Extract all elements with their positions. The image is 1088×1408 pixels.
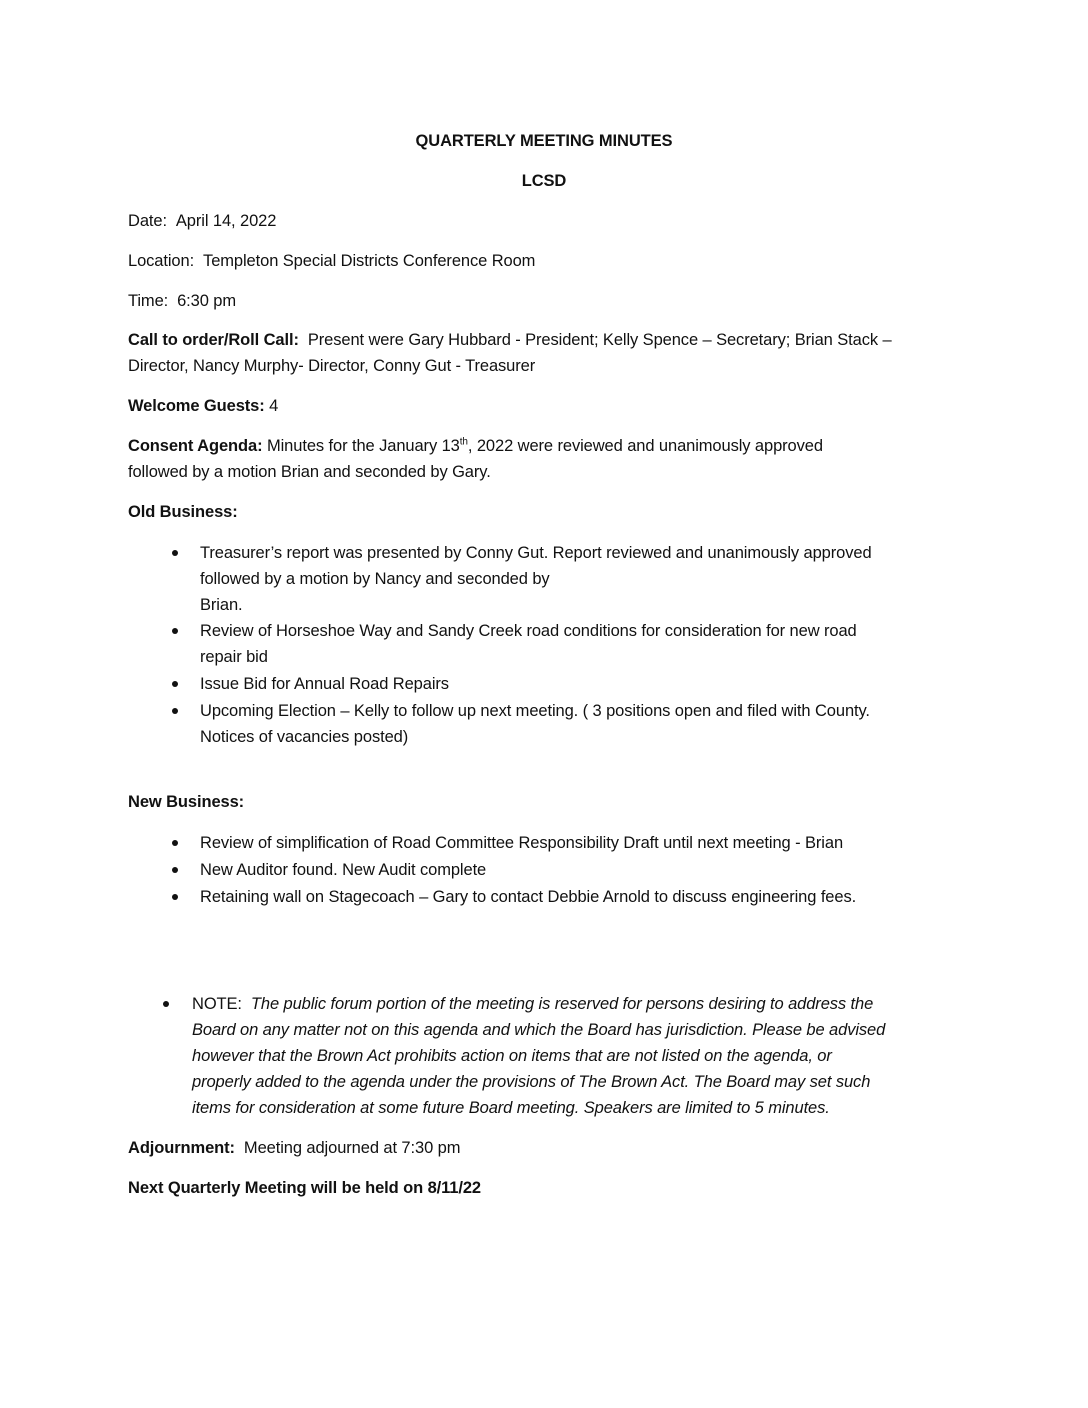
location-value: Templeton Special Districts Conference Room	[203, 252, 536, 270]
location-label: Location:	[128, 252, 195, 270]
bullet-icon	[172, 840, 178, 846]
old-business-heading: Old Business:	[128, 503, 238, 521]
list-item-text: Review of Horseshoe Way and Sandy Creek road conditions for consideration for new road	[200, 622, 857, 640]
note-text: Board on any matter not on this agenda and which the Board has jurisdiction. Please be advised	[192, 1021, 886, 1039]
list-item-text: New Auditor found. New Audit complete	[200, 861, 487, 879]
next-meeting-line: Next Quarterly Meeting will be held on 8/11/22	[128, 1179, 482, 1197]
roll-call-line-2: Director, Nancy Murphy- Director, Conny Gut - Treasurer	[128, 357, 536, 375]
time-line	[128, 288, 236, 314]
bullet-icon	[172, 628, 178, 634]
document-subtitle: LCSD	[521, 172, 567, 190]
document-title: QUARTERLY MEETING MINUTES	[415, 132, 673, 150]
note-text: however that the Brown Act prohibits action on items that are not listed on the agenda, or	[192, 1047, 832, 1065]
adjournment-label: Adjournment:	[128, 1139, 235, 1157]
bullet-icon	[172, 681, 178, 687]
list-item-text: Notices of vacancies posted)	[200, 728, 409, 746]
welcome-guests-line	[128, 393, 278, 419]
roll-call-label: Call to order/Roll Call:	[128, 331, 299, 349]
bullet-icon	[163, 1001, 169, 1007]
roll-call-line-1	[128, 327, 892, 353]
consent-agenda-line-1	[128, 433, 823, 459]
consent-agenda-text-post: , 2022 were reviewed and unanimously approved	[467, 437, 823, 455]
location-line	[128, 248, 535, 274]
bullet-icon	[172, 867, 178, 873]
list-item-text: followed by a motion by Nancy and seconded by	[200, 570, 550, 588]
adjournment-line	[128, 1135, 460, 1161]
note-text: items for consideration at some future Board meeting. Speakers are limited to 5 minutes.	[192, 1099, 830, 1117]
welcome-guests-value: 4	[269, 397, 279, 415]
note-text: The public forum portion of the meeting is reserved for persons desiring to address the	[250, 995, 874, 1013]
time-label: Time:	[128, 292, 169, 310]
roll-call-text-1: Present were Gary Hubbard - President; Kelly Spence – Secretary; Brian Stack –	[307, 331, 892, 349]
bullet-icon	[172, 550, 178, 556]
date-label: Date:	[128, 212, 167, 230]
list-item-text: Treasurer’s report was presented by Conny Gut. Report reviewed and unanimously approved	[200, 544, 872, 562]
date-line	[128, 208, 276, 234]
date-value: April 14, 2022	[175, 212, 277, 230]
bullet-icon	[172, 894, 178, 900]
note-label: NOTE:	[192, 995, 242, 1013]
new-business-heading: New Business:	[128, 793, 245, 811]
consent-agenda-label: Consent Agenda:	[128, 437, 263, 455]
note-line-1	[192, 991, 873, 1017]
consent-agenda-text-pre: Minutes for the January 13	[266, 437, 460, 455]
bullet-icon	[172, 708, 178, 714]
list-item-text: Brian.	[200, 596, 243, 614]
adjournment-value: Meeting adjourned at 7:30 pm	[243, 1139, 461, 1157]
time-value: 6:30 pm	[177, 292, 237, 310]
list-item-text: Issue Bid for Annual Road Repairs	[200, 675, 449, 693]
consent-agenda-line-2: followed by a motion Brian and seconded by Gary.	[128, 463, 491, 481]
consent-agenda-sup: th	[459, 436, 468, 448]
list-item-text: repair bid	[200, 648, 268, 666]
note-text: properly added to the agenda under the provisions of The Brown Act. The Board may set such	[192, 1073, 871, 1091]
list-item-text: Retaining wall on Stagecoach – Gary to contact Debbie Arnold to discuss engineering fees.	[200, 888, 857, 906]
list-item-text: Upcoming Election – Kelly to follow up next meeting. ( 3 positions open and filed with County.	[200, 702, 870, 720]
list-item-text: Review of simplification of Road Committee Responsibility Draft until next meeting - Brian	[200, 834, 844, 852]
welcome-guests-label: Welcome Guests:	[128, 397, 265, 415]
